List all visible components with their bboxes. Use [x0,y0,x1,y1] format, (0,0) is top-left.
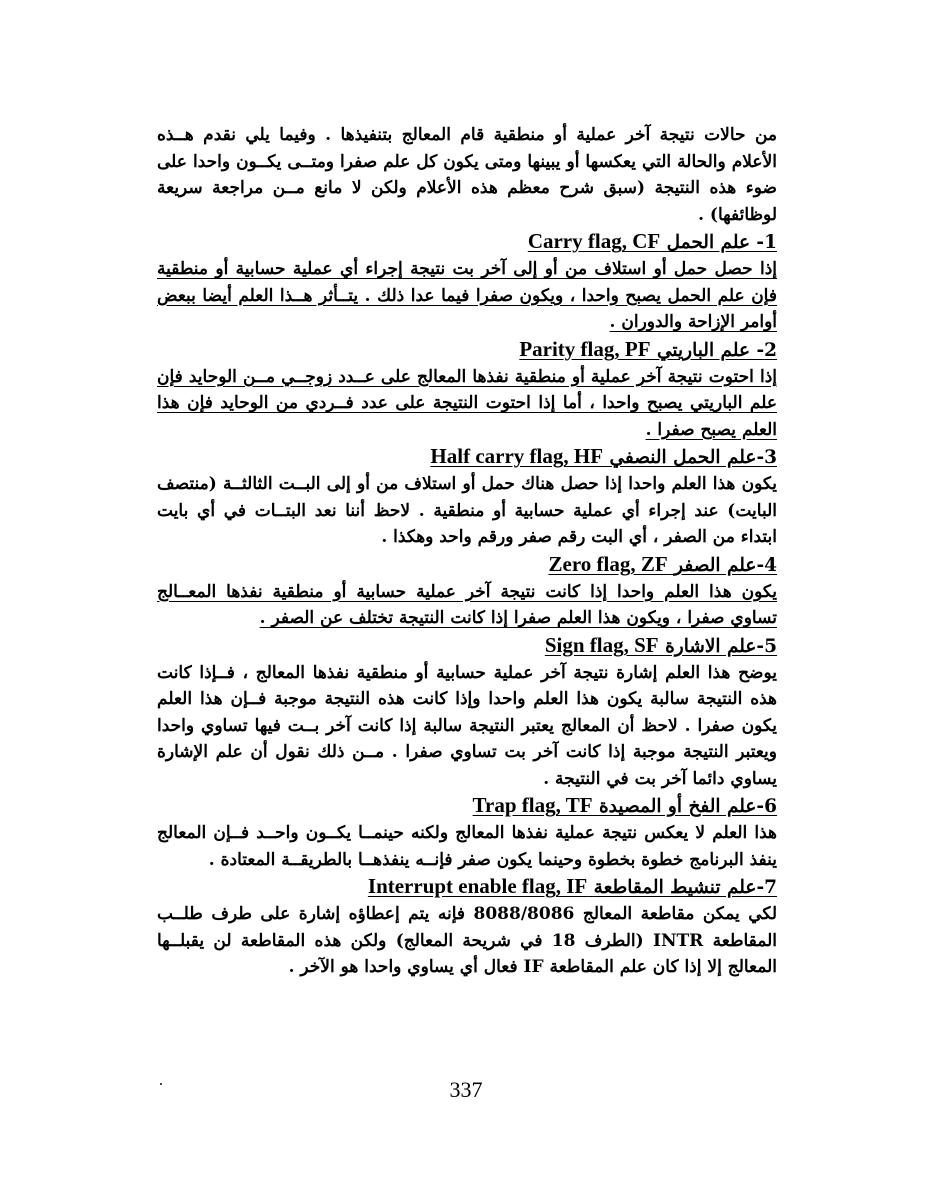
heading-arabic: 3-علم الحمل النصفي [609,447,777,468]
page-number: 337 [449,1077,483,1102]
section-body-trap-flag: هذا العلم لا يعكس نتيجة عملية نفذها المعالج ولكنه حينمــا يكــون واحــد فــإن المعالج ينفذ البرنامج خطوة بخطوة وحينما يكون صفر فإنــه ينفذهــا بالطريقــة المعتادة . [157,823,777,870]
section-heading-parity-flag [157,336,777,364]
section-body-zero-flag: يكون هذا العلم واحدا إذا كانت نتيجة آخر عملية حسابية أو منطقية نفذها المعــالج تساوي صفرا ، ويكون هذا العلم صفرا إذا كانت النتيجة تختلف عن الصفر . [157,581,777,628]
heading-english: Interrupt enable flag, IF [367,874,588,898]
heading-arabic: 6-علم الفخ أو المصيدة [598,796,777,817]
section-heading-sign-flag [157,632,777,660]
section-body-interrupt-enable-flag: لكي يمكن مقاطعة المعالج 8088/8086 فإنه يتم إعطاؤه إشارة على طرف طلــب المقاطعة INTR (الطرف 18 في شريحة المعالج) ولكن هذه المقاطعة لن يقبلــها المعالج إلا إذا كان علم المقاطعة IF فعال أي يساوي واحدا هو الآخر . [157,904,778,977]
heading-arabic: 1- علم الحمل [666,232,777,253]
heading-arabic: 7-علم تنشيط المقاطعة [593,877,777,898]
heading-english: Parity flag, PF [519,336,651,361]
heading-english: Zero flag, ZF [548,551,668,576]
section-body-half-carry-flag: يكون هذا العلم واحدا إذا حصل هناك حمل أو استلاف من أو إلى البــت الثالثــة (منتصف البايت) عند إجراء أي عملية حسابية أو منطقية . لاحظ أننا نعد البتــات في أي بايت ابتداء من الصفر ، أي البت رقم صفر ورقم واحد وهكذا . [157,474,777,547]
heading-arabic: 2- علم الباريتي [657,339,777,361]
heading-english: Trap flag, TF [472,793,593,817]
section-body-carry-flag: إذا حصل حمل أو استلاف من أو إلى آخر بت نتيجة إجراء أي عملية حسابية أو منطقية فإن علم الحمل يصبح واحدا ، ويكون صفرا فيما عدا ذلك . يتــأثر هــذا العلم أيضا ببعض أوامر الإزاحة والدوران . [157,259,777,332]
heading-english: Sign flag, SF [544,632,659,657]
section-heading-carry-flag [157,228,777,256]
section-heading-interrupt-enable-flag [157,873,777,901]
section-heading-half-carry-flag [157,443,777,471]
document-page [157,122,777,981]
section-body-sign-flag: يوضح هذا العلم إشارة نتيجة آخر عملية حسابية أو منطقية نفذها المعالج ، فــإذا كانت هذه النتيجة سالبة يكون هذا العلم واحدا وإذا كانت هذه النتيجة موجبة فــإن هذا العلم يكون صفرا . لاحظ أن المعالج يعتبر النتيجة سالبة إذا كانت آخر بــت فيها تساوي واحدا ويعتبر النتيجة موجبة إذا كانت آخر بت تساوي صفرا . مــن ذلك نقول أن علم الإشارة يساوي دائما آخر بت في النتيجة . [157,662,777,789]
heading-english: Carry flag, CF [527,229,661,253]
heading-english: Half carry flag, HF [430,444,604,468]
section-heading-trap-flag [157,792,777,820]
intro-paragraph: من حالات نتيجة آخر عملية أو منطقية قام المعالج بتنفيذها . وفيما يلي نقدم هــذه الأعلام والحالة التي يعكسها أو يبينها ومتى يكون كل علم صفرا ومتــى يكــون واحدا على ضوء هذه النتيجة (سبق شرح معظم هذه الأعلام ولكن لا مانع مــن مراجعة سريعة لوظائفها) . [157,125,777,225]
heading-arabic: 5-علم الاشارة [665,635,777,657]
heading-arabic: 4-علم الصفر [674,554,777,576]
section-heading-zero-flag [157,551,777,579]
section-body-parity-flag: إذا احتوت نتيجة آخر عملية أو منطقية نفذها المعالج على عــدد زوجــي مــن الوحايد فإن علم الباريتي يصبح واحدا ، أما إذا احتوت النتيجة على عدد فــردي من الوحايد فإن هذا العلم يصبح صفرا . [157,366,777,440]
